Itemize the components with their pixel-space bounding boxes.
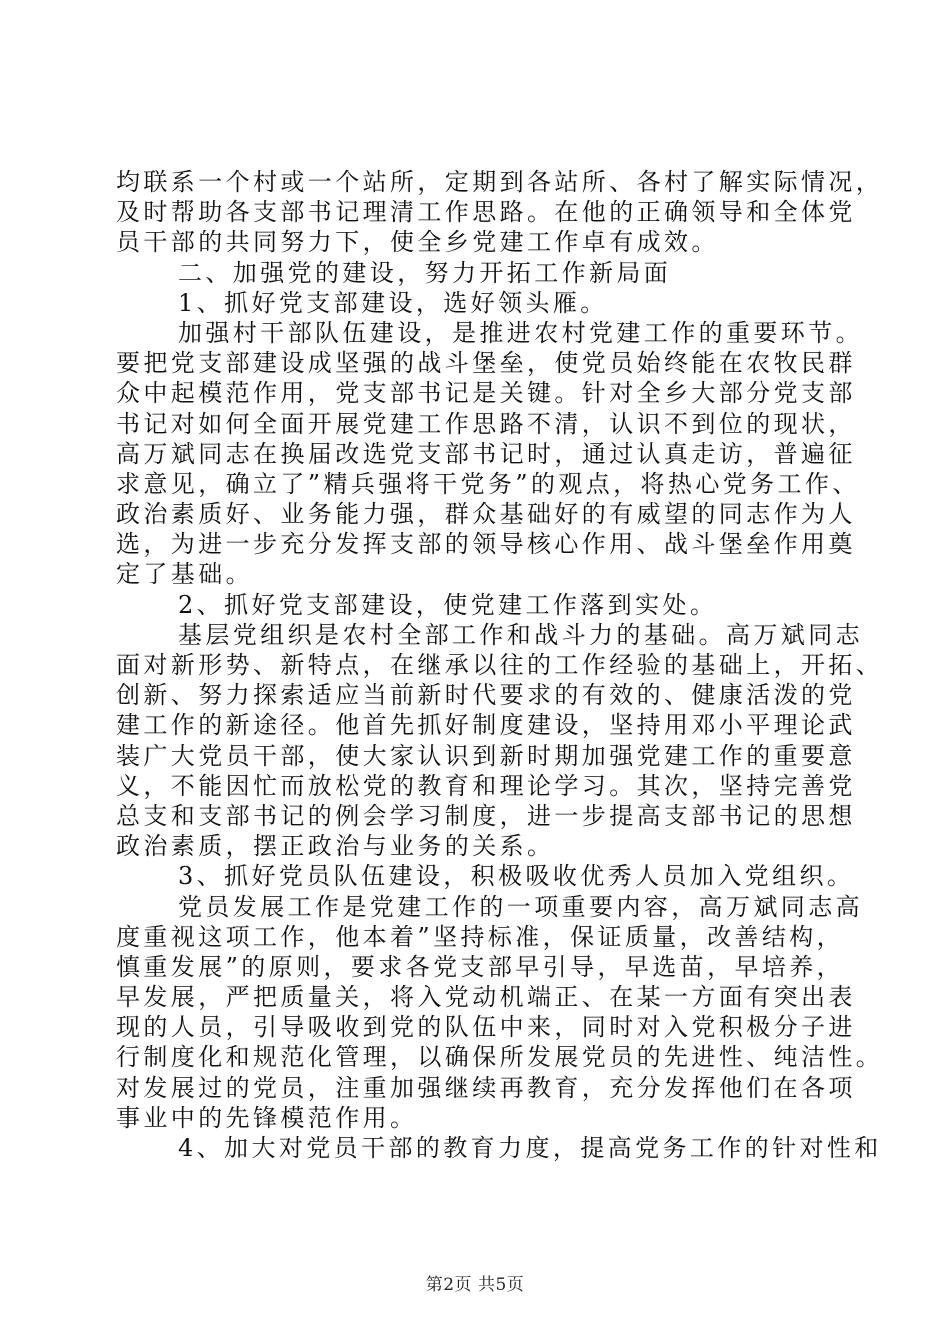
text-line: 高万斌同志在换届改选党支部书记时，通过认真走访，普遍征 <box>116 439 856 468</box>
text-line: 党员发展工作是党建工作的一项重要内容，高万斌同志高 <box>178 892 863 921</box>
text-line: 装广大党员干部，使大家认识到新时期加强党建工作的重要意 <box>116 741 856 770</box>
text-line: 众中起模范作用，党支部书记是关键。针对全乡大部分党支部 <box>116 379 856 408</box>
text-line: 现的人员，引导吸收到党的队伍中来，同时对入党积极分子进 <box>116 1013 856 1042</box>
text-line: 对发展过的党员，注重加强继续再教育，充分发挥他们在各项 <box>116 1073 856 1102</box>
text-line: 行制度化和规范化管理，以确保所发展党员的先进性、纯洁性。 <box>116 1043 884 1072</box>
text-line: 2、抓好党支部建设，使党建工作落到实处。 <box>178 590 718 619</box>
text-line: 总支和支部书记的例会学习制度，进一步提高支部书记的思想 <box>116 801 856 830</box>
text-line: 员干部的共同努力下，使全乡党建工作卓有成效。 <box>116 228 719 257</box>
page-footer: 第2页 共5页 <box>425 1275 525 1295</box>
text-line: 加强村干部队伍建设，是推进农村党建工作的重要环节。 <box>178 318 863 347</box>
text-line: 创新、努力探索适应当前新时代要求的有效的、健康活泼的党 <box>116 681 856 710</box>
text-line: 事业中的先锋模范作用。 <box>116 1103 418 1132</box>
text-line: 及时帮助各支部书记理清工作思路。在他的正确领导和全体党 <box>116 198 856 227</box>
text-line: 求意见，确立了”精兵强将干党务”的观点，将热心党务工作、 <box>116 469 860 498</box>
text-line: 慎重发展”的原则，要求各党支部早引导，早选苗，早培养， <box>116 952 845 981</box>
text-line: 基层党组织是农村全部工作和战斗力的基础。高万斌同志 <box>178 620 863 649</box>
text-line: 建工作的新途径。他首先抓好制度建设，坚持用邓小平理论武 <box>116 711 856 740</box>
text-line: 二、加强党的建设，努力开拓工作新局面 <box>178 258 672 287</box>
text-line: 3、抓好党员队伍建设，积极吸收优秀人员加入党组织。 <box>178 862 855 891</box>
text-line: 均联系一个村或一个站所，定期到各站所、各村了解实际情况， <box>116 168 884 196</box>
text-line: 早发展，严把质量关，将入党动机端正、在某一方面有突出表 <box>116 983 856 1012</box>
document-body <box>116 167 884 1163</box>
text-line: 义，不能因忙而放松党的教育和理论学习。其次，坚持完善党 <box>116 771 856 800</box>
text-line: 政治素质好、业务能力强，群众基础好的有威望的同志作为人 <box>116 500 856 529</box>
text-line: 1、抓好党支部建设，选好领头雁。 <box>178 288 608 317</box>
text-line: 书记对如何全面开展党建工作思路不清，认识不到位的现状， <box>116 409 856 438</box>
text-line: 面对新形势、新特点，在继承以往的工作经验的基础上，开拓、 <box>116 651 884 679</box>
text-line: 要把党支部建设成坚强的战斗堡垒，使党员始终能在农牧民群 <box>116 349 856 378</box>
text-line: 定了基础。 <box>116 560 253 589</box>
text-line: 选，为进一步充分发挥支部的领导核心作用、战斗堡垒作用奠 <box>116 530 856 559</box>
text-line: 4、加大对党员干部的教育力度，提高党务工作的针对性和 <box>178 1134 882 1162</box>
text-line: 政治素质，摆正政治与业务的关系。 <box>116 832 555 861</box>
text-line: 度重视这项工作，他本着”坚持标准，保证质量，改善结构， <box>116 922 845 951</box>
